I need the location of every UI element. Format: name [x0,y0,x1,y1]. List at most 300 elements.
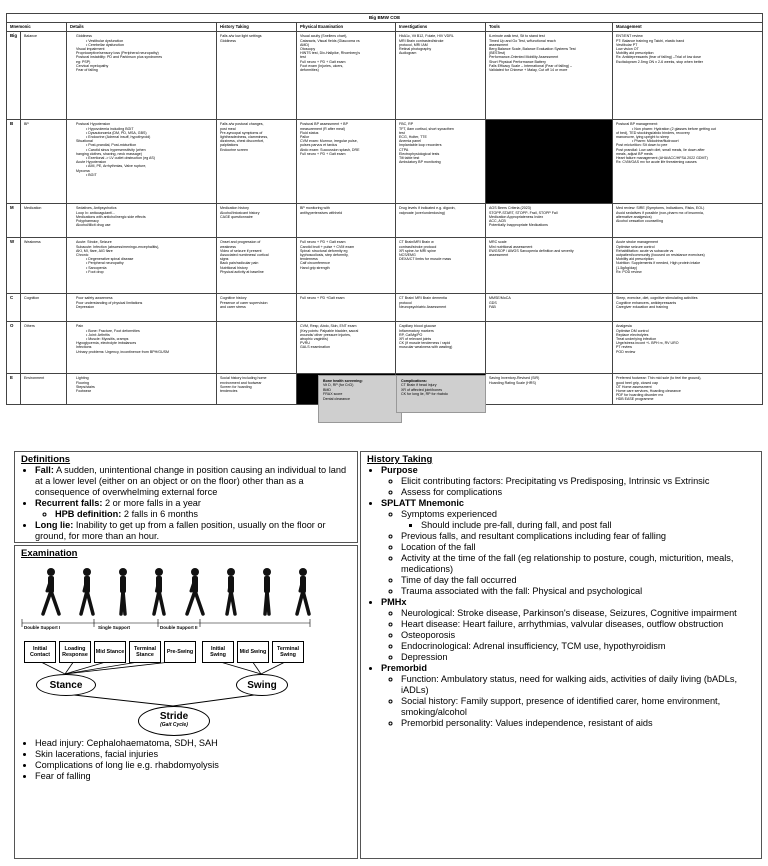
cell-line: Situational [76,139,93,144]
cell-line: • Endocrine (Adrenal insuff, hypothyroid) [86,135,151,140]
cell-line: Full neuro + PD + Gait exam [300,59,346,64]
table-row [7,294,763,322]
cell-line: Otoscopy [300,47,316,52]
cell-line: AMD) [300,42,310,47]
cell-tools [486,374,613,404]
cell-line: MRI Brain contrasted/stroke [399,38,444,43]
cell-line: Hoarding Rating Scale (HRS) [489,380,536,385]
cell-line: Hand grip strength [300,265,330,270]
cell-line: pulses parvus et tardus [300,143,338,148]
table-header-row [7,23,763,32]
cell-line: Polypharmacy [76,219,99,224]
cell-mgmt [613,204,763,238]
cell-line: Poor understanding of physical limitations [76,300,143,305]
cell-line: Lighting [76,376,89,381]
cell-line: (1-5g/kg/day) [616,265,638,270]
cell-line: Acute Hypotension [76,160,107,165]
cell-line: NCS/EMG [399,253,416,258]
cell-exam [297,322,396,374]
splatt-item: ◦ Trauma associated with the fall: Physical and psychological [401,586,755,597]
table-row [7,120,763,204]
cell-line: Saving Inventory-Revised (SIR) [489,376,540,381]
cell-line: Pre-syncopal symptoms of [220,130,263,135]
premorbid-item: ◦ Function: Ambulatory status, need for walking aids, activities of daily living (bADLs, iADLs) [401,674,755,696]
cell-line: Analgesia [616,324,632,329]
cell-line: • Non pharm: Hydration (2 glasses before getting out [632,126,716,131]
cell-line: Medications with anticholinergic side effects [76,214,146,219]
pmhx-item: ◦ Depression [401,652,755,663]
cell-line: EWGSOP / AWGS Sarcopenia definition and severity [489,248,574,253]
cell-line: Calf circumference [300,261,330,266]
cell-line: DEXA/CT limbs for muscle mass [399,257,452,262]
cell-line: Foot exam (Injuries, ulcers, [300,63,344,68]
cell-line: deformities) [300,68,319,73]
cell-line: Depression [76,304,95,309]
cell-line: ACC, ACB [489,219,506,224]
cell-tools [486,322,613,374]
cell-line: TFT, 8am cortisol, short synacthen [399,126,454,131]
cell-line: Cataracts, Visual fields (Glaucoma vs [300,38,360,43]
bone-health-line: BMD [323,387,331,392]
cell-mgmt [613,32,763,120]
history-taking-box [360,451,762,859]
cell-mgmt [613,238,763,294]
walking-figure [74,567,100,617]
cell-line: PT review [616,345,632,350]
row-letter: O [7,322,21,374]
cell-line: dizziness, chest discomfort, [220,139,264,144]
cell-line: Postural BP assessment + BP [300,122,348,127]
cell-line: Falls a/w postural changes, [220,122,264,127]
cell-line: signs [220,257,229,262]
table-row [7,32,763,120]
cell-line: CT Brain/ MRI Brain dementia [399,296,447,301]
row-letter: C [7,294,21,322]
cell-line: XR of relevant joints [399,337,432,342]
definition-long-lie: • Long lie: Inability to get up from a fallen position, usually on the floor or ground, for more than an hour. [35,520,351,542]
cell-line: Visual acuity (Snellens chart), [300,34,348,39]
cell-line: Endocrine screen [220,147,248,152]
cell-line: Rehabilitation: acute vs subacute vs [616,248,674,253]
splatt-subitem: ▪ Should include pre-fall, during fall, and post fall [421,520,755,531]
cell-line: Caregiver education and training [616,304,668,309]
gait-phase-box: Terminal Swing [272,641,304,663]
header-details: Details [67,23,217,32]
gait-cycle-diagram [20,563,340,738]
row-name: Environment [21,374,67,404]
table-row [7,204,763,238]
cell-line: meals, adjust BP meds [616,151,653,156]
cell-line: Retinal photography [399,47,432,52]
bone-health-line: Vit D, RP (for CrCl) [323,383,354,388]
header-tools: Tools [486,23,613,32]
cell-line: Mini nutritional assessment [489,244,533,249]
history-purpose: • Purpose ◦ Elicit contributing factors: Precipitating vs Predisposing, Intrinsic vs Extrinsic ◦ Assess for complications [381,465,755,498]
cell-line: Falls Efficacy Scale – International (Fear of falling) – [489,63,573,68]
cell-history [217,294,297,322]
cell-line: XR spine /or MRI spine [399,248,436,253]
cell-line: Presence of carer supervision [220,300,268,305]
cell-line: Hypoglycemia, electrolyte imbalances [76,341,137,346]
cell-line: AGS Beers Criteria (2023) [489,206,531,211]
cell-line: Optimise DM control [616,328,649,333]
cell-line: CVM, Resp, Abdo, Skin, ENT exam [300,324,357,329]
cell-line: Back pain/radicular pain [220,261,259,266]
cell-line: CAGE questionnaire [220,214,253,219]
cell-line: POD review [616,349,636,354]
cell-line: • Cerebellar dysfunction [86,42,125,47]
cell-line: Sleep, exercise, diet, cognitive stimulating activities [616,296,698,301]
bone-health-note [318,375,402,423]
cell-line: and carer stress [220,304,246,309]
cell-line: • Sarcopenia [86,265,107,270]
cell-line: Alcohol/intoxicant history [220,210,260,215]
gait-phase-box: Pre-Swing [164,641,196,663]
cell-line: • Carotid sinus hypersensitivity (when [86,147,146,152]
cell-line: Vestibular PT [616,42,638,47]
header-mnemonic: Mnemonic [7,23,67,32]
gait-phase-box: Terminal Stance [129,641,161,663]
examination-heading: Examination [21,548,78,559]
stance-oval: Stance [36,674,96,696]
cell-line: test [399,130,405,135]
cell-mgmt [613,322,763,374]
cell-line: Abdo exam: Succussion splash, DRE [300,147,360,152]
cell-line: Nutritional history [220,265,248,270]
cell-line: Urge/stress incont +/- BPH rx, RV URO [616,341,679,346]
cell-line: atrophic vaginitis) [300,337,328,342]
cell-line: post meal [220,126,236,131]
complications-line: CK for long lie, RP for rhabdo [401,392,448,397]
cell-line: CTPA [399,147,409,152]
cell-line: Electrophysiological tests [399,151,440,156]
cell-line: tendencies [220,389,238,394]
cell-line: • Pharm: Midodrine/fludrocort [632,139,679,144]
cell-line: wounds/ other pressure injuries, [300,332,351,337]
cell-line: good heel grip, closed cap [616,380,658,385]
walking-figure [254,567,280,617]
cell-line: Audiogram [399,51,417,56]
exam-item: • Head injury: Cephalohaematoma, SDH, SAH [35,738,365,749]
cell-line: Preferred footwear: Thin mid sole (to feel the ground), [616,376,702,381]
cell-line: STOPP-START, STOPP- Frail, STOPP Fall [489,210,558,215]
header-history: History Taking [217,23,297,32]
table-title: Big BMW COE [7,14,763,23]
cell-line: • Exertional -> LV outlet obstruction (eg AS) [86,156,156,161]
cell-line: Short Physical Performance Battery [489,59,546,64]
header-investigations: Investigations [396,23,486,32]
definitions-box [14,451,358,543]
cell-invest [396,322,486,374]
table-row [7,238,763,294]
cell-line: Acute: Stroke, Seizure [76,240,112,245]
double-support-2-label: Double Support II [160,625,198,630]
cell-line: CT Brain/MRI Brain w [399,240,434,245]
cell-line: Giddiness [76,34,92,39]
cell-line: muscular weakness with wasting) [399,345,453,350]
gait-phase-box: Mid Stance [94,641,126,663]
definition-hpb: ◦ HPB definition: 2 falls in 6 months [55,509,351,520]
row-letter: Big [7,32,21,120]
cell-line: contrast/stroke protocol [399,244,437,249]
cell-line: CK (if muscle tenderness / rapid [399,341,451,346]
walking-figure [38,567,64,617]
cell-line: Home care services, Hoarding clearance [616,389,681,394]
walking-figure [182,567,208,617]
cell-line: RP, Ca/Mg/PO [399,332,423,337]
cell-invest [396,120,486,204]
cell-line: Urinary problems: Urgency, incontinence from BPH/GUSM [76,349,170,354]
cell-line: FAB [489,304,496,309]
cell-line: Physical activity at baseline [220,269,264,274]
cell-line: MMSE/MoCA [489,296,511,301]
cell-line: Avoid sedatives if possible (non-pharm mx of insomnia, [616,210,704,215]
big-bmw-coe-table [6,13,763,405]
row-name: BP [21,120,67,204]
cell-line: Infections [76,345,92,350]
cell-tools [486,204,613,238]
cell-line: Validated for Chinese + Malay, Cut off 14 or more [489,68,568,73]
cell-line: Inflammatory markers [399,328,434,333]
cell-line: Footwear [76,389,91,394]
cell-line: Pallor [300,135,310,140]
row-letter: E [7,374,21,404]
cell-line: PVRU [300,341,310,346]
cell-line: Neuropsychiatric Assessment [399,304,447,309]
complications-note [396,375,486,413]
cell-line: valproate (over/underdosing) [399,210,445,215]
walking-figure [110,567,136,617]
cell-line: assessment [489,253,509,258]
cell-line: HINTS test, Dix-Hallpike, Rhomberg's [300,51,360,56]
cell-history [217,322,297,374]
cell-exam [297,120,396,204]
cell-line: outpatient/community (focused on resistance exercises) [616,253,705,258]
cell-line: Ambulatory BP monitoring [399,160,441,165]
header-management: Management [613,23,763,32]
cell-line: Poor safety awareness [76,296,113,301]
cell-details [67,238,217,294]
cell-line: • Muscle: Myositis, cramps [86,337,129,342]
cell-line: • Peripheral neuropathy [86,261,124,266]
cell-line: Cognitive history [220,296,247,301]
walking-figure [290,567,316,617]
cell-line: Performance-Oriented Mobility Assessment [489,55,559,60]
cell-line: environment and footwear [220,380,262,385]
cell-line: Spinal: structural deformity eg [300,248,348,253]
premorbid-item: ◦ Social history: Family support, presence of identified carer, home environment, smoking/alcohol [401,696,755,718]
cell-invest [396,238,486,294]
cell-line: Escitalopram 2.5mg ON x 2-6 weeks, stop when better [616,59,703,64]
bone-health-line: Dental clearance [323,396,350,401]
cell-line: eg: PSP) [76,59,91,64]
cell-exam [297,204,396,238]
cell-line: Rx: Antidepressants (fear of falling) –Trial of low dose [616,55,701,60]
complications-line: CT Brain if head injury [401,383,437,388]
cell-line: • Bone: Fracture, Foot deformities [86,328,140,333]
cell-line: HbA1c, Vit B12, Folate, HIV VDRL [399,34,454,39]
cell-invest [396,294,486,322]
history-splatt: • SPLATT Mnemonic ◦ Symptoms experienced ▪ Should include pre-fall, during fall, and post fall ◦ Previous falls, and resultant complications including fear of falling ◦ Location of the fall ◦ Activity at the time of the fall (eg relationship to posture, cough, micturition, meals, medications) ◦ Time of day the fall occurred ◦ Trauma associated with the fall: Physical and psychological [381,498,755,597]
cell-line: alternative analgesics) [616,214,652,219]
purpose-item: ◦ Assess for complications [401,487,755,498]
splatt-item: ◦ Location of the fall [401,542,755,553]
cell-exam [297,238,396,294]
cell-details [67,204,217,238]
cell-line: Postural instability: PD and Parkinson plus syndromes [76,55,163,60]
cell-line: Fluid status [300,130,319,135]
row-letter: B [7,120,21,204]
cell-line: Post micturition: Sit down to pee [616,143,668,148]
pmhx-item: ◦ Osteoporosis [401,630,755,641]
cell-line: Onset and progression of [220,240,261,245]
cell-line: • Joint: Arthritis [86,332,110,337]
cell-line: PDF for hoarding disorder mx [616,393,664,398]
bone-health-line: FRAX score [323,392,343,397]
definition-recurrent-falls: • Recurrent falls: 2 or more falls in a year ◦ HPB definition: 2 falls in 6 months [35,498,351,520]
cell-line: Tilt table test [399,156,420,161]
cell-line: Medication history [220,206,249,211]
cell-tools [486,120,613,204]
cell-tools [486,238,613,294]
cell-line: Timed Up and Go Test, w/functional reach [489,38,556,43]
pmhx-item: ◦ Endocrinological: Adrenal insufficiency, TCM use, hypothyroidism [401,641,755,652]
cell-line: Pain [76,324,84,329]
cell-line: Chronic [76,253,89,258]
cell-details [67,120,217,204]
cell-line: kyphoscoliosis, step deformity, [300,253,349,258]
cell-line: Sedatives, Antipsychotics [76,206,117,211]
cell-line: Steps/stairs [76,384,95,389]
stride-label: Stride [159,711,189,722]
cell-invest [396,204,486,238]
pmhx-item: ◦ Neurological: Stroke disease, Parkinson's disease, Seizures, Cognitive impairment [401,608,755,619]
cell-line: ECG, Holter, TTE [399,135,427,140]
header-exam: Physical Examination [297,23,396,32]
splatt-item: ◦ Time of day the fall occurred [401,575,755,586]
cell-line: Replace electrolytes [616,332,649,337]
cell-line: measurement (R after meal) [300,126,345,131]
cell-line: • Dysautonomia (DM, PD, MSA, GBS) [86,130,147,135]
cell-line: Implantable loop recorders [399,143,442,148]
gait-connector [65,694,173,706]
cell-line: palpitations [220,143,239,148]
exam-item: • Complications of long lie e.g. rhabdomyolysis [35,760,365,771]
exam-item: • Fear of falling [35,771,365,782]
cell-line: Video of seizure if present [220,248,262,253]
single-support-label: Single Support [98,625,130,630]
cell-line: • AMI, PE, Arrhythmias, Valve rupture, [86,164,147,169]
cell-line: Cognitive enhancers, antidepressants [616,300,677,305]
cell-line: Postural Hypotension [76,122,111,127]
cell-details [67,294,217,322]
cell-mgmt [613,374,763,404]
cell-line: of bed), TED stockings/abdo binders, recovery [616,130,690,135]
cell-line: Visual impairment [76,47,105,52]
cell-line: Fear of falling [76,68,98,73]
cell-history [217,374,297,404]
cell-history [217,32,297,120]
cell-line: FBC, RP [399,122,414,127]
cell-mgmt [613,294,763,322]
cell-line: antihypertensives withheld [300,210,343,215]
splatt-item: ◦ Symptoms experienced ▪ Should include pre-fall, during fall, and post fall [401,509,755,531]
cell-line: Berg Balance Scale, Balance Evaluation Systems Test [489,47,576,52]
cell-line: Cervical myelopathy [76,63,109,68]
cell-line: • BGIT [86,172,97,177]
cell-line: • Foot drop [86,269,104,274]
cell-history [217,238,297,294]
cell-line: Alcohol/illicit drug use [76,223,111,228]
gait-phase-box: Initial Contact [24,641,56,663]
gait-phase-box: Mid Swing [237,641,269,663]
cell-line: (BESTest) [489,51,506,56]
premorbid-item: ◦ Premorbid personality: Values independence, resistant of aids [401,718,755,729]
cell-tools [486,294,613,322]
cell-line: • Hypovolemia including BGIT [86,126,134,131]
cell-line: Rx: POD review [616,269,642,274]
cell-line: hanging clothes, shaving, neck massage) [76,151,142,156]
cell-line: Alcohol cessation counselling [616,219,663,224]
cell-mgmt [613,120,763,204]
double-support-1-label: Double Support I [24,625,61,630]
cell-line: Mobility aid prescription [616,51,654,56]
cell-line: Screen for hoarding [220,384,252,389]
cell-line: Anemia panel [399,139,421,144]
cell-line: Giddiness [220,38,236,43]
cell-line: BP monitoring with [300,206,330,211]
row-name: Weakness [21,238,67,294]
cell-line: HDB EASE programme [616,397,654,402]
cell-line: Subacute: Infection (abscess/meningo-encephalitis), [76,244,160,249]
cell-line: Social history including home [220,376,267,381]
cell-tools [486,32,613,120]
gait-phase-box: Initial Swing [202,641,234,663]
cell-line: PT: Balance training eg Taichi, elastic band [616,38,685,43]
cell-line: Full neuro + PD + Gait exam [300,151,346,156]
row-name: Others [21,322,67,374]
splatt-item: ◦ Previous falls, and resultant complications including fear of falling [401,531,755,542]
definition-fall: • Fall: A sudden, unintentional change in position causing an individual to land at a lower level (either on an object or on the floor) other than as a consequence of overwhelming external force [35,465,351,498]
row-name: Medication [21,204,67,238]
cell-line: • Vestibular dysfunction [86,38,124,43]
cell-exam [297,32,396,120]
cell-line: Potentially Inappropriate Medications [489,223,548,228]
cell-line: Associated numbness/ cortical [220,253,269,258]
cell-line: (Key points: Palpable bladder, sacral [300,328,359,333]
cell-line: Carotid bruit + pulse + CVM exam [300,244,355,249]
cell-line: Mobility aid prescription [616,257,654,262]
row-letter: W [7,238,21,294]
swing-oval: Swing [236,674,288,696]
stride-sublabel: (Gait Cycle) [160,722,188,728]
walking-figure [218,567,244,617]
history-pmhx: • PMHx ◦ Neurological: Stroke disease, Parkinson's disease, Seizures, Cognitive impairment ◦ Heart disease: Heart failure, arrhythmias, valvular diseases, outflow obstruction ◦ Osteoporosis ◦ Endocrinological: Adrenal insufficiency, TCM use, hypothyroidism ◦ Depression [381,597,755,663]
gait-connector [173,694,261,706]
cell-line: Acute stroke management [616,240,658,245]
cell-line: Loop Ix: anticoagulant/... [76,210,116,215]
cell-line: GDS [489,300,497,305]
table-row [7,322,763,374]
cell-line: protocol, MRI IAM [399,42,428,47]
row-name: Balance [21,32,67,120]
cell-line: GALS examination [300,345,330,350]
pmhx-item: ◦ Heart disease: Heart failure, arrhythmias, valvular diseases, outflow obstruction [401,619,755,630]
cell-line: Postural BP management: [616,122,658,127]
cell-details [67,32,217,120]
cell-line: OT Home assessment [616,384,652,389]
cell-line: assessment [489,42,509,47]
